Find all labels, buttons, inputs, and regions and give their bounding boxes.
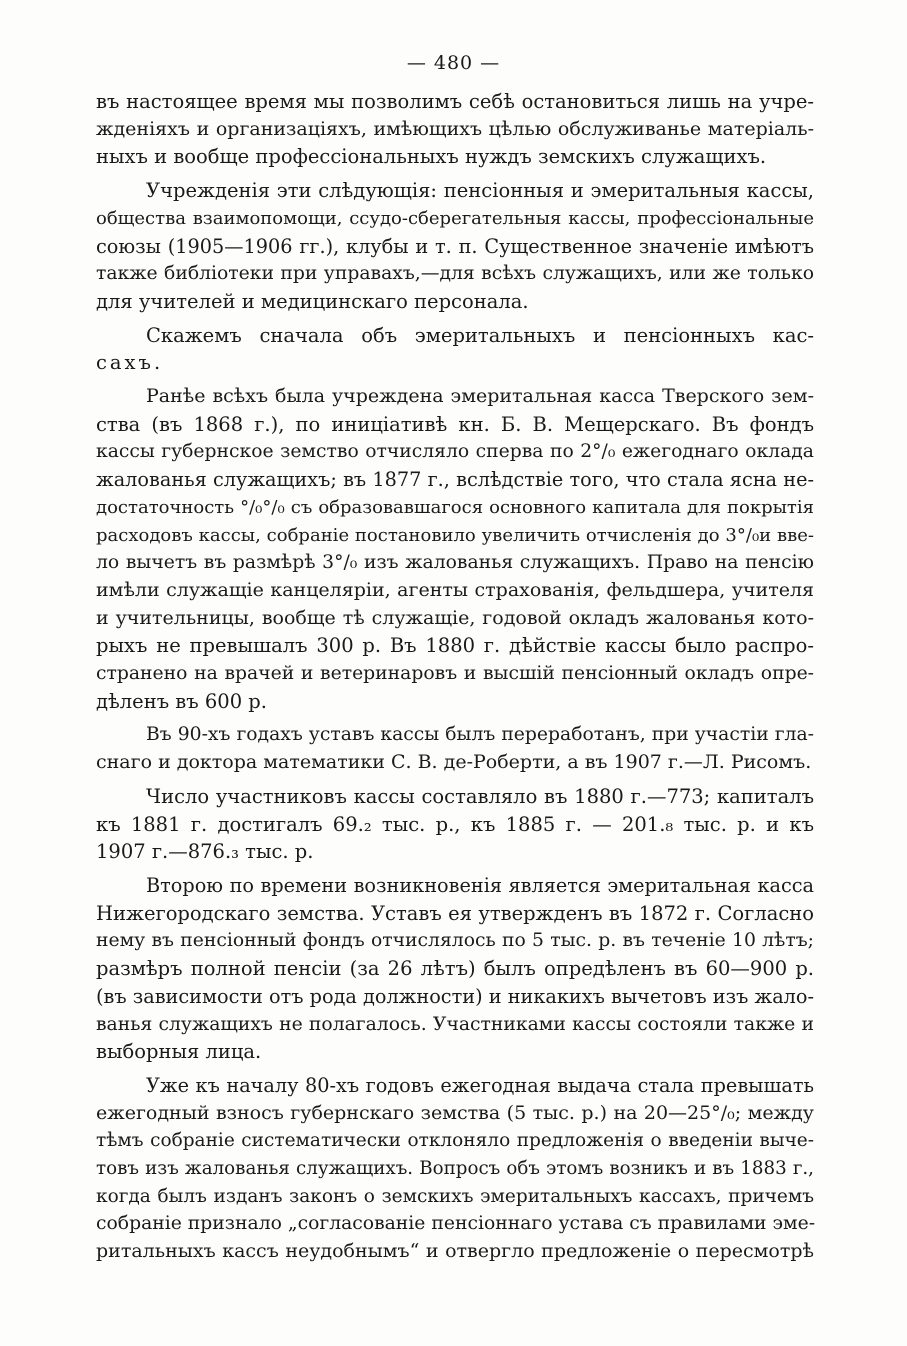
text-line: общества взаимопомощи, ссудо-сберегательныя кассы, профессіональные	[96, 207, 814, 229]
text-line: сахъ.	[96, 351, 164, 375]
text-line: странено на врачей и ветеринаровъ и высшій пенсіонный окладъ опре-	[96, 663, 814, 685]
text-line: дѣленъ въ 600 р.	[96, 689, 267, 713]
text-line: союзы (1905—1906 гг.), клубы и т. п. Существенное значеніе имѣютъ	[96, 234, 814, 258]
text-line: выборныя лица.	[96, 1040, 262, 1064]
text-line: также библіотеки при управахъ,—для всѣхъ служащихъ, или же только	[96, 263, 814, 285]
text-line: и учительницы, вообще тѣ служащіе, годовой окладъ жалованья кото-	[96, 606, 814, 629]
text-line: Ранѣе всѣхъ была учреждена эмеритальная касса Тверского зем-	[146, 385, 814, 408]
text-line: Второю по времени возникновенія является эмеритальная касса	[146, 873, 814, 897]
text-line: къ 1881 г. достигалъ 69.₂ тыс. р., къ 1885 г. — 201.₈ тыс. р. и къ	[96, 812, 814, 836]
paragraph-charter-revision	[96, 721, 814, 776]
text-line: ныхъ и вообще профессіональныхъ нуждъ земскихъ служащихъ.	[96, 145, 767, 169]
text-line: Уже къ началу 80-хъ годовъ ежегодная выдача стала превышать	[146, 1073, 814, 1097]
text-line: рыхъ не превышалъ 300 р. Въ 1880 г. дѣйствіе кассы было распро-	[96, 634, 814, 658]
text-line: ритальныхъ кассъ неудобнымъ“ и отвергло предложеніе о пересмотрѣ	[96, 1240, 814, 1263]
text-line: товъ изъ жалованья служащихъ. Вопросъ объ этомъ возникъ и въ 1883 г.,	[96, 1158, 814, 1180]
text-line: (въ зависимости отъ рода должности) и никакихъ вычетовъ изъ жало-	[96, 984, 814, 1008]
text-line: Нижегородскаго земства. Уставъ ея утвержденъ въ 1872 г. Согласно	[96, 901, 814, 925]
text-line: жалованья служащихъ; въ 1877 г., вслѣдствіе того, что стала ясна не-	[96, 468, 814, 492]
text-line: 1907 г.—876.₃ тыс. р.	[96, 840, 314, 864]
text-line: въ настоящее время мы позволимъ себѣ остановиться лишь на учре-	[96, 90, 814, 113]
paragraph-payouts	[96, 1072, 814, 1266]
text-line: расходовъ кассы, собраніе постановило увеличить отчисленія до 3°/₀и вве-	[96, 524, 814, 546]
text-line: имѣли служащіе канцеляріи, агенты страхованія, фельдшера, учителя	[96, 578, 814, 601]
paragraph-intro	[96, 88, 814, 171]
text-line: снаго и доктора математики С. В. де-Роберти, а въ 1907 г.—Л. Рисомъ.	[96, 751, 812, 774]
text-line: ло вычетъ въ размѣрѣ 3°/₀ изъ жалованья служащихъ. Право на пенсію	[96, 552, 814, 574]
text-line: Въ 90-хъ годахъ уставъ кассы былъ переработанъ, при участіи гла-	[146, 724, 814, 746]
paragraph-pension-intro	[96, 322, 814, 377]
paragraph-nizhny-novgorod	[96, 872, 814, 1066]
text-line: Число участниковъ кассы составляло въ 1880 г.—773; капиталъ	[146, 784, 814, 808]
text-line: для учителей и медицинскаго персонала.	[96, 289, 529, 313]
text-line: когда былъ изданъ законъ о земскихъ эмеритальныхъ кассахъ, причемъ	[96, 1185, 814, 1207]
text-line: ванья служащихъ не полагалось. Участниками кассы состояли также и	[96, 1013, 814, 1035]
body-text	[96, 88, 814, 1266]
text-line: Учрежденія эти слѣдующія: пенсіонныя и эмеритальныя кассы,	[146, 179, 814, 203]
text-line: ства (въ 1868 г.), по иниціативѣ кн. Б. В. Мещерскаго. Въ фондъ	[96, 412, 814, 436]
text-line: кассы губернское земство отчисляло сперва по 2°/₀ ежегоднаго оклада	[96, 441, 814, 463]
text-line: собраніе признало „согласованіе пенсіоннаго устава съ правилами эме-	[96, 1213, 816, 1235]
text-line: достаточность °/₀°/₀ съ образовавшагося основного капитала для покрытія	[96, 496, 814, 518]
text-line: ежегодный взносъ губернскаго земства (5 тыс. р.) на 20—25°/₀; между	[96, 1101, 814, 1124]
text-line: Скажемъ сначала объ эмеритальныхъ и пенсіонныхъ кас-	[146, 323, 814, 347]
paragraph-tver-fund	[96, 383, 814, 715]
paragraph-participants	[96, 783, 814, 866]
text-line: жденіяхъ и организаціяхъ, имѣющихъ цѣлью обслуживанье матеріаль-	[96, 117, 814, 140]
page-number: — 480 —	[406, 52, 501, 74]
paragraph-institutions	[96, 177, 814, 316]
text-line: нему въ пенсіонный фондъ отчислялось по 5 тыс. р. въ теченіе 10 лѣтъ;	[96, 930, 814, 952]
text-line: размѣръ полной пенсіи (за 26 лѣтъ) былъ опредѣленъ въ 60—900 р.	[96, 957, 814, 981]
text-line: тѣмъ собраніе систематически отклоняло предложенія о введеніи выче-	[96, 1130, 814, 1152]
